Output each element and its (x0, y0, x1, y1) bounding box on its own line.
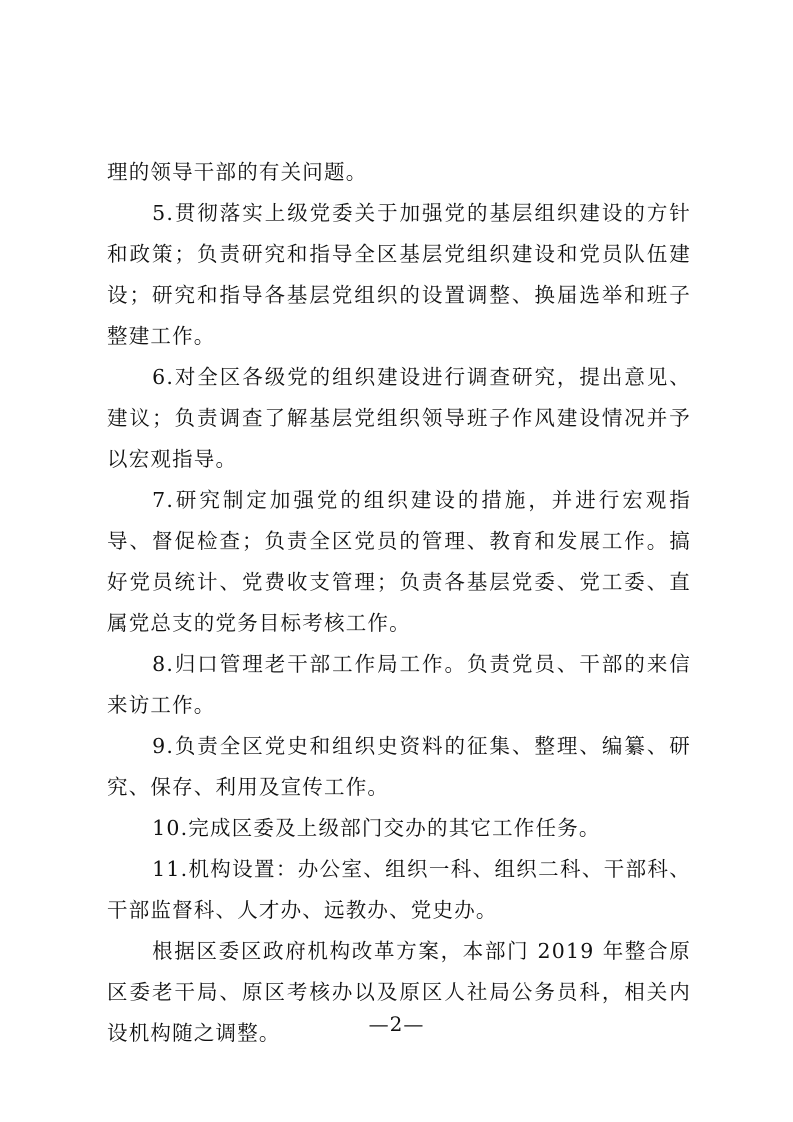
paragraph-restructure-note: 根据区委区政府机构改革方案，本部门 2019 年整合原区委老干局、原区考核办以及原区人社局公务员科，相关内设机构随之调整。 (107, 939, 691, 1045)
paragraph-item-9: 9.负责全区党史和组织史资料的征集、整理、编纂、研究、保存、利用及宣传工作。 (107, 734, 691, 799)
paragraph-item-5: 5.贯彻落实上级党委关于加强党的基层组织建设的方针和政策；负责研究和指导全区基层党组织建设和党员队伍建设；研究和指导各基层党组织的设置调整、换届选举和班子整建工作。 (107, 201, 691, 348)
paragraph-item-11: 11.机构设置：办公室、组织一科、组织二科、干部科、干部监督科、人才办、远教办、党史办。 (107, 857, 691, 922)
paragraph-item-7: 7.研究制定加强党的组织建设的措施，并进行宏观指导、督促检查；负责全区党员的管理、教育和发展工作。搞好党员统计、党费收支管理；负责各基层党委、党工委、直属党总支的党务目标考核工作。 (107, 488, 691, 635)
page-number: —2— (368, 1012, 425, 1036)
document-body (107, 152, 691, 1054)
paragraph-item-10: 10.完成区委及上级部门交办的其它工作任务。 (152, 816, 601, 840)
paragraph-item-8: 8.归口管理老干部工作局工作。负责党员、干部的来信来访工作。 (107, 652, 691, 717)
paragraph-continuation: 理的领导干部的有关问题。 (107, 160, 368, 184)
paragraph-item-6: 6.对全区各级党的组织建设进行调查研究，提出意见、建议；负责调查了解基层党组织领导班子作风建设情况并予以宏观指导。 (107, 365, 691, 471)
